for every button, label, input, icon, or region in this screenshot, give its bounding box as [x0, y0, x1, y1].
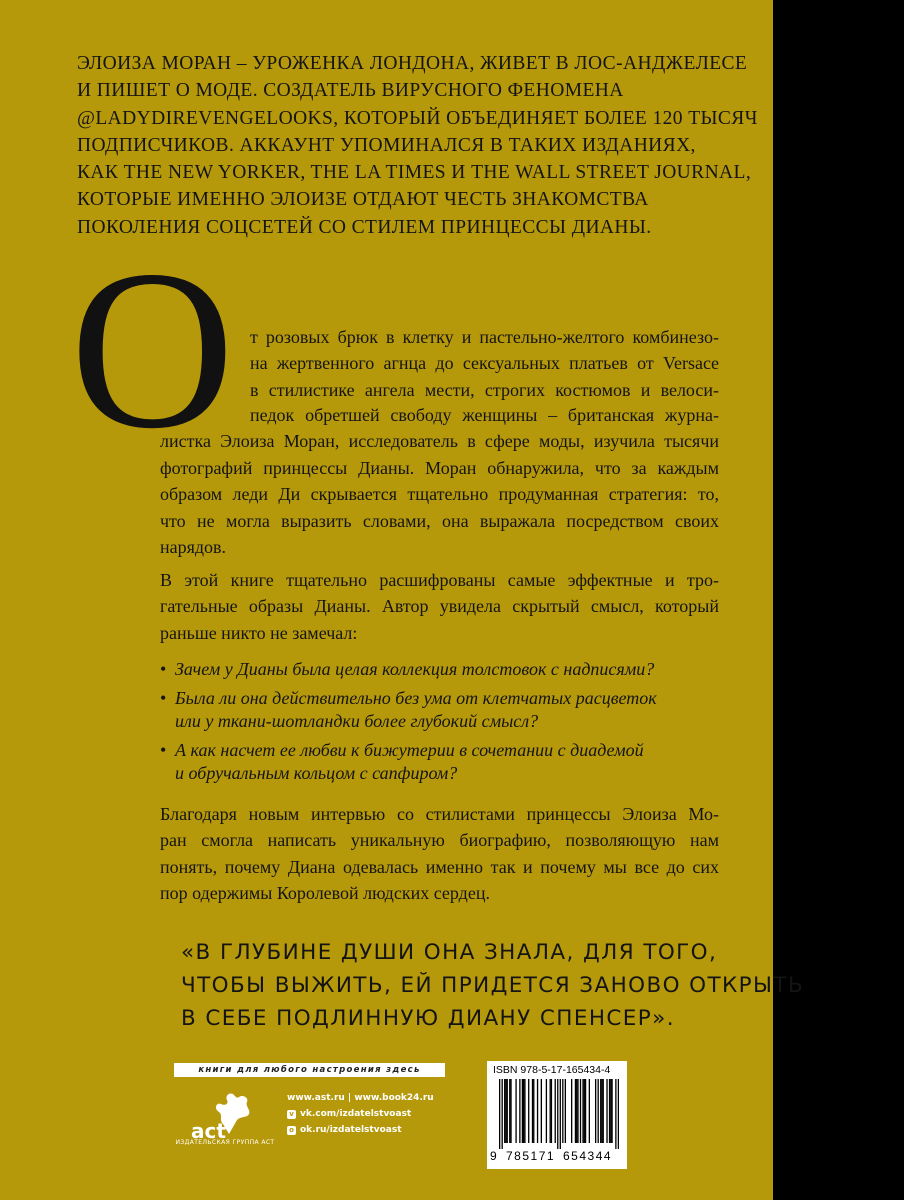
barcode-bar	[509, 1079, 510, 1143]
paragraph-line: ран смогла написать уникальную биографию, позволяющую нам	[160, 830, 719, 851]
list-item-line: и обручальным кольцом с сапфиром?	[175, 763, 458, 783]
barcode-bar	[576, 1079, 577, 1143]
paragraph-line: листка Элоиза Моран, исследователь в сфере моды, изучила тысячи	[160, 431, 719, 452]
list-item	[160, 687, 719, 733]
bullet-icon: •	[160, 740, 167, 760]
barcode-bar	[589, 1079, 590, 1143]
list-item-line: или у ткани-шотландки более глубокий смысл?	[175, 711, 539, 731]
barcode-bar	[504, 1079, 505, 1143]
barcode-bar	[571, 1079, 572, 1143]
author-bio-line: ПОКОЛЕНИЯ СОЦСЕТЕЙ СО СТИЛЕМ ПРИНЦЕССЫ ДИАНЫ.	[77, 216, 652, 238]
paragraph-line: понять, почему Диана одевалась именно так и почему мы все до сих	[160, 856, 719, 877]
barcode-bar	[550, 1079, 551, 1143]
barcode-bar	[524, 1079, 525, 1143]
barcode-bar	[537, 1079, 538, 1143]
vk-link[interactable]	[287, 1106, 434, 1122]
barcode-bar	[580, 1079, 581, 1143]
publisher-links	[287, 1090, 434, 1138]
barcode-bar	[582, 1079, 583, 1143]
barcode-bar	[557, 1079, 558, 1149]
ean-group-1: 785171	[506, 1149, 556, 1163]
author-bio-line: ПОДПИСЧИКОВ. АККАУНТ УПОМИНАЛСЯ В ТАКИХ ИЗДАНИЯХ,	[77, 134, 696, 156]
paragraph-line: т розовых брюк в клетку и пастельно-желтого комбинезо-	[250, 327, 719, 347]
isbn-label: ISBN 978-5-17-165434-4	[493, 1064, 611, 1076]
barcode-bar	[541, 1079, 542, 1143]
list-item-line: А как насчет ее любви к бижутерии в сочетании с диадемой	[175, 740, 644, 760]
ok-link[interactable]	[287, 1122, 434, 1138]
paragraph-line: образом леди Ди скрывается тщательно продуманная стратегия: то,	[160, 484, 719, 505]
barcode-bar	[522, 1079, 523, 1143]
odnoklassniki-icon: o	[287, 1126, 296, 1135]
list-item-line: Зачем у Дианы была целая коллекция толстовок с надписями?	[175, 659, 655, 679]
paragraph-line: в стилистике ангела мести, строгих костюмов и велоси-	[250, 379, 719, 400]
barcode-bar	[595, 1079, 596, 1143]
barcode-bar	[618, 1079, 619, 1149]
barcode-bar	[499, 1079, 500, 1149]
barcode-bar	[611, 1079, 612, 1143]
barcode-bar	[598, 1079, 599, 1143]
paragraph-line: фотографий принцессы Дианы. Моран обнаружила, что за каждым	[160, 457, 719, 478]
ean-group-2: 654344	[563, 1149, 613, 1163]
publisher-logo-text: act	[191, 1119, 226, 1143]
paragraph-line: пор одержимы Королевой людских сердец.	[160, 883, 490, 904]
question-list	[160, 658, 719, 791]
ean-first-digit: 9	[490, 1149, 497, 1163]
barcode-bar	[606, 1079, 607, 1143]
publisher-tagline: книги для любого настроения здесь	[174, 1063, 445, 1077]
bullet-icon: •	[160, 659, 167, 679]
paragraph-line: что не могла выразить словами, она выражала посредством своих	[160, 510, 719, 531]
quote-line: В СЕБЕ ПОДЛИННУЮ ДИАНУ СПЕНСЕР».	[181, 1006, 675, 1031]
barcode-bar	[507, 1079, 508, 1143]
barcode-bar	[546, 1079, 547, 1143]
list-item	[160, 739, 719, 785]
barcode-bar	[565, 1079, 566, 1143]
paragraph-line: раньше никто не замечал:	[160, 622, 358, 643]
barcode-bar	[551, 1079, 552, 1143]
drop-cap-letter: О	[70, 224, 235, 476]
description-paragraph-1-head	[250, 324, 719, 403]
barcode-bar	[609, 1079, 610, 1143]
barcode-bar	[510, 1079, 511, 1143]
vk-icon: v	[287, 1110, 296, 1119]
barcode-bar	[562, 1079, 563, 1143]
barcode-bar	[523, 1079, 524, 1143]
quote-line: «В ГЛУБИНЕ ДУШИ ОНА ЗНАЛА, ДЛЯ ТОГО,	[181, 940, 718, 965]
barcode-bar	[519, 1079, 520, 1143]
author-bio	[77, 50, 758, 241]
description-paragraph-2	[160, 567, 719, 646]
barcode-bar	[575, 1079, 576, 1143]
barcode-bar	[502, 1079, 503, 1149]
barcode-bar	[603, 1079, 604, 1143]
list-item	[160, 658, 719, 681]
barcode-bar	[560, 1079, 561, 1149]
barcode-bar	[600, 1079, 601, 1143]
paragraph-line: на жертвенного агнца до сексуальных платьев от Versace	[250, 353, 719, 374]
list-item-line: Была ли она действительно без ума от клетчатых расцветок	[175, 688, 657, 708]
description-paragraph-1-body	[160, 402, 719, 560]
website-link[interactable]: www.ast.ru | www.book24.ru	[287, 1093, 434, 1103]
author-bio-line: @LADYDIREVENGELOOKS, КОТОРЫЙ ОБЪЕДИНЯЕТ БОЛЕЕ 120 ТЫСЯЧ	[77, 107, 758, 129]
paragraph-line: педок обретшей свободу женщины – британская журна-	[250, 405, 719, 425]
pull-quote	[181, 936, 805, 1035]
barcode	[499, 1079, 619, 1149]
isbn-barcode-box	[487, 1061, 627, 1169]
barcode-bar	[615, 1079, 616, 1149]
author-bio-line: КАК THE NEW YORKER, THE LA TIMES И THE WALL STREET JOURNAL,	[77, 162, 752, 184]
barcode-bar	[532, 1079, 533, 1143]
barcode-bar	[555, 1079, 556, 1143]
barcode-bar	[528, 1079, 529, 1143]
author-bio-line: ЭЛОИЗА МОРАН – УРОЖЕНКА ЛОНДОНА, ЖИВЕТ В ЛОС-АНДЖЕЛЕСЕ	[77, 53, 748, 74]
barcode-bar	[585, 1079, 586, 1143]
author-bio-line: И ПИШЕТ О МОДЕ. СОЗДАТЕЛЬ ВИРУСНОГО ФЕНОМЕНА	[77, 80, 624, 102]
barcode-bar	[610, 1079, 611, 1143]
author-bio-line: КОТОРЫЕ ИМЕННО ЭЛОИЗЕ ОТДАЮТ ЧЕСТЬ ЗНАКОМСТВА	[77, 189, 649, 211]
quote-line: ЧТОБЫ ВЫЖИТЬ, ЕЙ ПРИДЕТСЯ ЗАНОВО ОТКРЫТЬ	[181, 973, 805, 998]
barcode-bar	[505, 1079, 506, 1143]
barcode-bar	[584, 1079, 585, 1143]
paragraph-line: В этой книге тщательно расшифрованы самые эффектные и тро-	[160, 570, 719, 590]
paragraph-line: гательные образы Дианы. Автор увидела скрытый смысл, который	[160, 596, 719, 617]
ok-link-text: ok.ru/izdatelstvoast	[300, 1125, 402, 1135]
paragraph-line: нарядов.	[160, 537, 227, 558]
vk-link-text: vk.com/izdatelstvoast	[300, 1109, 412, 1119]
barcode-bar	[515, 1079, 516, 1143]
barcode-bar	[533, 1079, 534, 1143]
publisher-logo-caption: ИЗДАТЕЛЬСКАЯ ГРУППА АСТ	[175, 1139, 275, 1146]
paragraph-line: Благодаря новым интервью со стилистами принцессы Элоиза Мо-	[160, 804, 719, 824]
bullet-icon: •	[160, 688, 167, 708]
description-paragraph-3	[160, 801, 719, 907]
barcode-bar	[601, 1079, 602, 1143]
barcode-bar	[577, 1079, 578, 1143]
